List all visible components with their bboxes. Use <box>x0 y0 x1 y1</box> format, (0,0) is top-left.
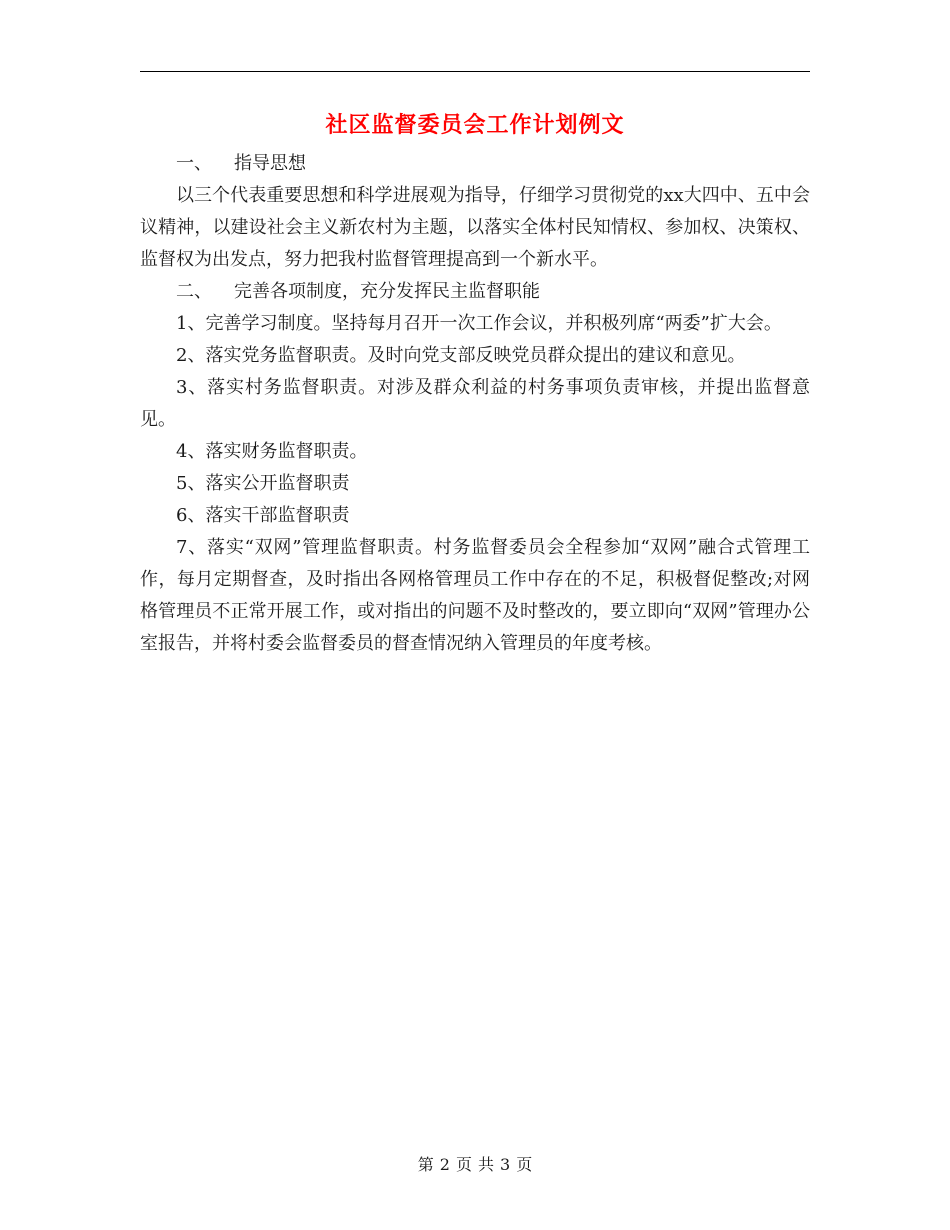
footer-current-page: 2 <box>439 1155 450 1174</box>
header-rule <box>140 71 810 72</box>
document-body <box>140 148 810 660</box>
list-item-4: 4、落实财务监督职责。 <box>176 441 368 462</box>
section-heading-text: 完善各项制度，充分发挥民主监督职能 <box>234 281 540 302</box>
footer-label-page: 第 <box>417 1155 434 1174</box>
section-number: 一、 <box>176 153 212 174</box>
section-heading-1 <box>140 148 810 180</box>
section-number: 二、 <box>176 281 212 302</box>
list-item-2: 2、落实党务监督职责。及时向党支部反映党员群众提出的建议和意见。 <box>176 345 746 366</box>
paragraph-guiding-ideology: 以三个代表重要思想和科学进展观为指导，仔细学习贯彻党的xx大四中、五中会议精神，以建设社会主义新农村为主题，以落实全体村民知情权、参加权、决策权、监督权为出发点，努力把我村监督管理提高到一个新水平。 <box>140 185 810 270</box>
section-heading-2 <box>140 276 810 308</box>
footer-label-total: 共 <box>478 1155 495 1174</box>
list-item-7: 7、落实“双网”管理监督职责。村务监督委员会全程参加“双网”融合式管理工作，每月定期督查，及时指出各网格管理员工作中存在的不足，积极督促整改;对网格管理员不正常开展工作，或对指出的问题不及时整改的，要立即向“双网”管理办公室报告，并将村委会监督委员的督查情况纳入管理员的年度考核。 <box>140 537 810 654</box>
footer-total-pages: 3 <box>500 1155 511 1174</box>
list-item-1: 1、完善学习制度。坚持每月召开一次工作会议，并积极列席“两委”扩大会。 <box>176 313 782 334</box>
footer-label-unit: 页 <box>455 1155 472 1174</box>
list-item-6: 6、落实干部监督职责 <box>176 505 350 526</box>
list-item-5: 5、落实公开监督职责 <box>176 473 350 494</box>
footer-label-unit-end: 页 <box>516 1155 533 1174</box>
section-heading-text: 指导思想 <box>234 153 306 174</box>
list-item-3: 3、落实村务监督职责。对涉及群众利益的村务事项负责审核，并提出监督意见。 <box>140 377 810 430</box>
page-footer <box>0 1153 950 1177</box>
document-title: 社区监督委员会工作计划例文 <box>325 113 625 138</box>
